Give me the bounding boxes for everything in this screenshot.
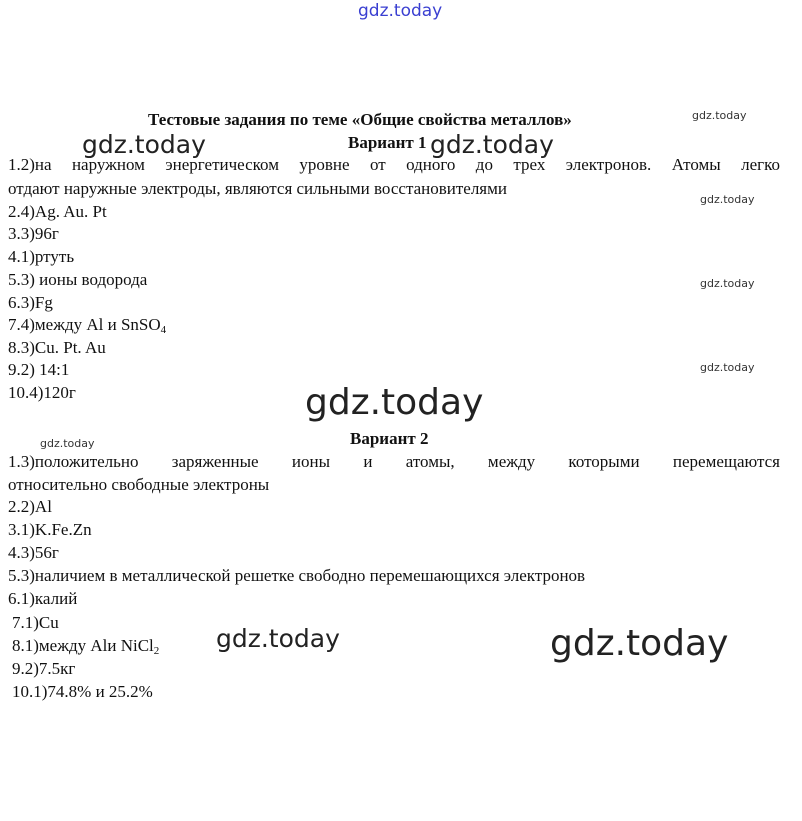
variant2-answer-8-subscript: 2 <box>153 645 160 657</box>
variant2-answer-1-line2: относительно свободные электроны <box>8 475 270 494</box>
variant1-answer-5: 5.3) ионы водорода <box>8 270 148 289</box>
watermark-small: gdz.today <box>700 277 755 290</box>
variant1-answer-1-line2: отдают наружные электроды, являются сильными восстановителями <box>8 179 507 198</box>
variant1-answer-9: 9.2) 14:1 <box>8 360 70 379</box>
variant2-answer-3: 3.1)K.Fe.Zn <box>8 520 92 539</box>
variant1-answer-3: 3.3)96г <box>8 224 59 243</box>
watermark-large: gdz.today <box>305 382 484 423</box>
variant2-answer-8 <box>12 637 159 657</box>
variant2-answer-7: 7.1)Cu <box>12 613 59 632</box>
variant1-answer-8: 8.3)Cu. Pt. Au <box>8 338 106 357</box>
variant2-answer-2: 2.2)Al <box>8 497 52 516</box>
watermark-small: gdz.today <box>692 109 747 122</box>
watermark-top: gdz.today <box>358 1 443 21</box>
variant1-answer-7 <box>8 316 166 336</box>
watermark-small: gdz.today <box>700 361 755 374</box>
variant2-answer-5: 5.3)наличием в металлической решетке свободно перемешающихся электронов <box>8 566 586 585</box>
variant1-answer-7-subscript: 4 <box>160 324 167 336</box>
page-title: Тестовые задания по теме «Общие свойства металлов» <box>148 110 572 129</box>
variant2-answer-10: 10.1)74.8% и 25.2% <box>12 682 153 701</box>
variant1-answer-4: 4.1)ртуть <box>8 247 75 266</box>
variant2-answer-1-line1: 1.3)положительно заряженные ионы и атомы, между которыми перемещаются <box>8 452 780 471</box>
variant2-answer-9: 9.2)7.5кг <box>12 659 76 678</box>
variant1-answer-6: 6.3)Fg <box>8 293 53 312</box>
variant1-answer-1-line1: 1.2)на наружном энергетическом уровне от одного до трех электронов. Атомы легко <box>8 155 780 174</box>
watermark-medium: gdz.today <box>430 130 554 159</box>
variant1-answer-10: 10.4)120г <box>8 383 76 402</box>
variant1-answer-2: 2.4)Ag. Au. Pt <box>8 202 107 221</box>
watermark-medium: gdz.today <box>82 130 206 159</box>
watermark-medium: gdz.today <box>216 624 340 653</box>
variant1-answer-7-text: 7.4)между Al и SnSO <box>8 315 161 334</box>
variant2-answer-4: 4.3)56г <box>8 543 59 562</box>
variant1-heading: Вариант 1 <box>348 133 427 152</box>
watermark-small: gdz.today <box>700 193 755 206</box>
variant2-heading: Вариант 2 <box>350 429 429 448</box>
variant2-answer-8-text: 8.1)между Alи NiCl <box>12 636 154 655</box>
watermark-small: gdz.today <box>40 437 95 450</box>
watermark-large: gdz.today <box>550 623 729 664</box>
variant2-answer-6: 6.1)калий <box>8 589 78 608</box>
